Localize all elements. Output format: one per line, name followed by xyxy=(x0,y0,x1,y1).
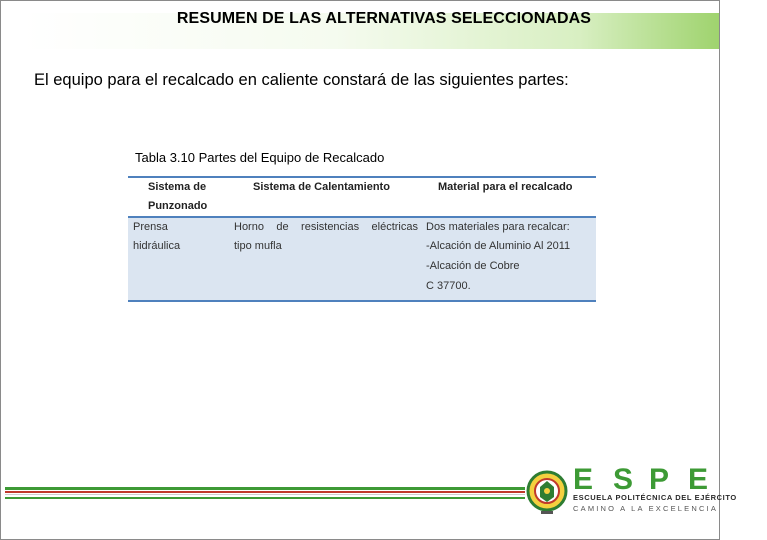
cell-punzonado-line2: hidráulica xyxy=(133,240,181,252)
logo-motto: CAMINO A LA EXCELENCIA xyxy=(573,504,719,513)
crest-icon xyxy=(525,467,569,519)
header-punzonado-line1: Sistema de xyxy=(148,181,207,193)
parts-table xyxy=(128,176,596,302)
table-caption: Tabla 3.10 Partes del Equipo de Recalcado xyxy=(135,150,385,165)
slide-title: RESUMEN DE LAS ALTERNATIVAS SELECCIONADAS xyxy=(176,10,592,27)
intro-text: El equipo para el recalcado en caliente constará de las siguientes partes: xyxy=(34,71,569,89)
cell-material-line3: -Alcación de Cobre xyxy=(426,260,520,272)
logo-letter-e2: E xyxy=(688,463,709,496)
espe-logo xyxy=(525,463,737,523)
logo-subtitle: ESCUELA POLITÉCNICA DEL EJÉRCITO xyxy=(573,493,737,502)
header-calentamiento: Sistema de Calentamiento xyxy=(253,181,390,193)
cell-calentamiento-line2: tipo mufla xyxy=(234,240,282,252)
logo-letter-p: P xyxy=(649,463,670,496)
cell-calentamiento-line1: Horno de resistencias eléctricas xyxy=(234,221,418,233)
footer-stripes xyxy=(5,487,525,501)
header-material: Material para el recalcado xyxy=(438,181,573,193)
table-header-row xyxy=(128,178,596,218)
cell-material-line4: C 37700. xyxy=(426,280,471,292)
cell-material-line1: Dos materiales para recalcar: xyxy=(426,221,570,233)
logo-letter-e1: E xyxy=(573,463,594,496)
cell-punzonado-line1: Prensa xyxy=(133,221,168,233)
cell-material-line2: -Alcación de Aluminio Al 2011 xyxy=(426,240,571,252)
logo-letter-s: S xyxy=(613,463,634,496)
header-punzonado-line2: Punzonado xyxy=(148,200,208,212)
